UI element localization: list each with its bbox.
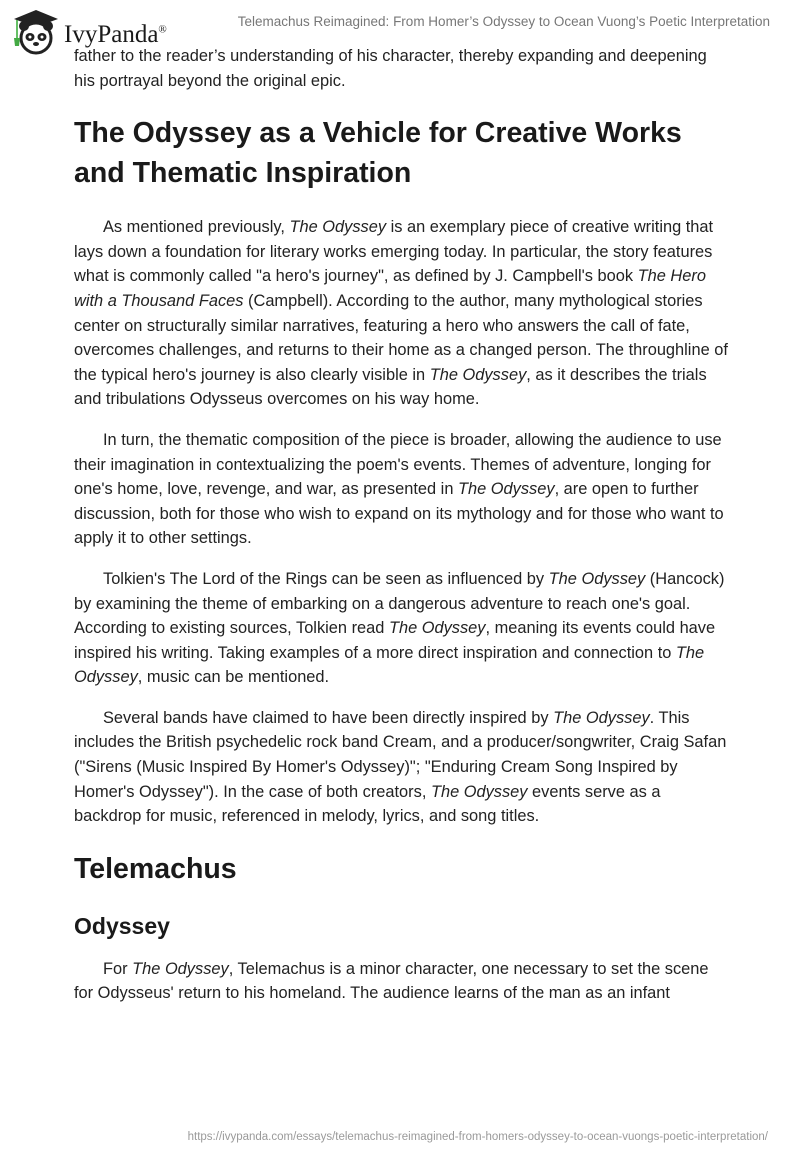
paragraph [74,567,728,690]
text-run: , music can be mentioned. [137,668,330,687]
text-run: Several bands have claimed to have been directly inspired by [103,708,554,727]
subsection-heading: Odyssey [74,912,170,939]
text-run: (Hancock) by examining the theme of embarking on a dangerous adventure to reach one's goal. According to existing sources, Tolkien read [74,569,725,638]
italic-title: The Odyssey [429,365,527,384]
text-run: . This includes the British psychedelic rock band Cream, and a producer/songwriter, Craig Safan ("Sirens (Music Inspired By Homer's Odyssey)"; "Enduring Cream Song Inspired by Homer's Odyssey"). In the case of both creators, [74,708,727,801]
logo-text: IvyPanda [64,21,159,48]
text-run: , as it describes the trials and tribulations Odysseus overcomes on his way home. [74,365,707,409]
paragraph [74,215,728,412]
paragraph [74,428,728,551]
italic-title: The Odyssey [132,959,229,978]
text-run: events serve as a backdrop for music, referenced in melody, lyrics, and song titles. [74,782,661,826]
text-run: , meaning its events could have inspired his writing. Taking examples of a more direct inspiration and connection to [74,619,716,662]
essay-body [74,44,728,1022]
text-run: , are open to further discussion, both for those who wish to expand on its mythology and for those who want to apply it to other settings. [74,480,724,548]
italic-title: The Odyssey [388,619,486,638]
text-run: , Telemachus is a minor character, one necessary to set the scene for Odysseus' return to his homeland. The audience learns of the man as an infant [74,959,709,1003]
italic-title: The Odyssey [553,708,650,727]
text-run: As mentioned previously, [103,218,290,237]
text-run: Tolkien's The Lord of the Rings can be seen as influenced by [103,569,549,588]
text-run: For [103,959,133,978]
paragraph [74,706,728,829]
text-run: In turn, the thematic composition of the piece is broader, allowing the audience to use their imagination in contextualizing the poem's events. Themes of adventure, longing for one's home, love, revenge, and war, as presented in [74,430,722,499]
source-url[interactable]: https://ivypanda.com/essays/telemachus-reimagined-from-homers-odyssey-to-ocean-vuongs-poetic-interpretation/ [187,1131,768,1143]
section-heading: Telemachus [74,852,237,885]
registered-mark: ® [158,23,167,36]
italic-title: The Odyssey [430,782,528,801]
paragraph [74,957,728,1006]
document-title: Telemachus Reimagined: From Homer’s Odyssey to Ocean Vuong’s Poetic Interpretation [237,14,770,29]
text-run: father to the reader’s understanding of his character, thereby expanding and deepening his portrayal beyond the original epic. [74,47,707,90]
text-run: (Campbell). According to the author, many mythological stories center on structurally similar narratives, featuring a hero who answers the call of fate, overcomes challenges, and returns to their home as a changed person. The throughline of the typical hero's journey is also clearly visible in [74,291,728,384]
italic-title: The Odyssey [289,218,387,237]
italic-title: The Hero with a Thousand Faces [74,267,706,310]
text-run: is an exemplary piece of creative writing that lays down a foundation for literary works emerging today. In particular, the story features what is commonly called "a hero's journey", as defined by J. Campbell's book [74,218,714,286]
panda-graduate-icon [12,8,60,56]
paragraph [74,44,728,93]
section-heading: The Odyssey as a Vehicle for Creative Works and Thematic Inspiration [74,117,682,190]
italic-title: The Odyssey [548,569,646,588]
italic-title: The Odyssey [74,643,705,687]
italic-title: The Odyssey [458,480,555,499]
